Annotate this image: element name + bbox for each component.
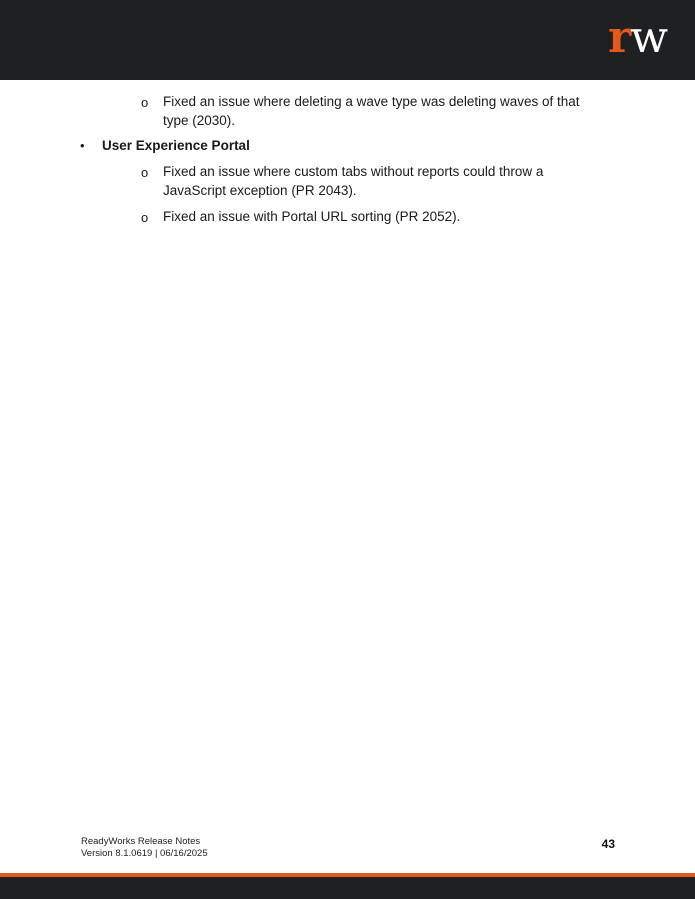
footer-accent-stripe xyxy=(0,873,695,877)
main-bullet-marker: • xyxy=(80,138,85,153)
sub-bullet-marker: o xyxy=(141,165,149,180)
list-item-line: type (2030). xyxy=(163,113,236,128)
list-item-line: JavaScript exception (PR 2043). xyxy=(163,183,357,198)
logo-letter-w: w xyxy=(630,12,667,63)
sub-bullet-marker: o xyxy=(141,210,149,225)
footer-document-info xyxy=(81,836,208,860)
footer-version-line: Version 8.1.0619 | 06/16/2025 xyxy=(81,848,208,859)
readyworks-logo xyxy=(608,14,667,62)
list-item-portal-url-sorting-fix xyxy=(163,207,613,226)
sub-bullet-marker: o xyxy=(141,95,149,110)
footer-doc-title: ReadyWorks Release Notes xyxy=(81,836,201,847)
logo-letter-r: r xyxy=(608,12,631,63)
page-number: 43 xyxy=(601,837,615,851)
list-item-line: Fixed an issue with Portal URL sorting (PR 2052). xyxy=(163,209,461,224)
list-item-line: Fixed an issue where custom tabs without reports could throw a xyxy=(163,164,544,179)
page-header xyxy=(0,0,695,80)
section-heading-user-experience-portal: User Experience Portal xyxy=(102,138,250,153)
list-item-line: Fixed an issue where deleting a wave type was deleting waves of that xyxy=(163,94,580,109)
list-item-wave-type-fix xyxy=(163,92,613,130)
list-item-custom-tabs-fix xyxy=(163,162,613,200)
